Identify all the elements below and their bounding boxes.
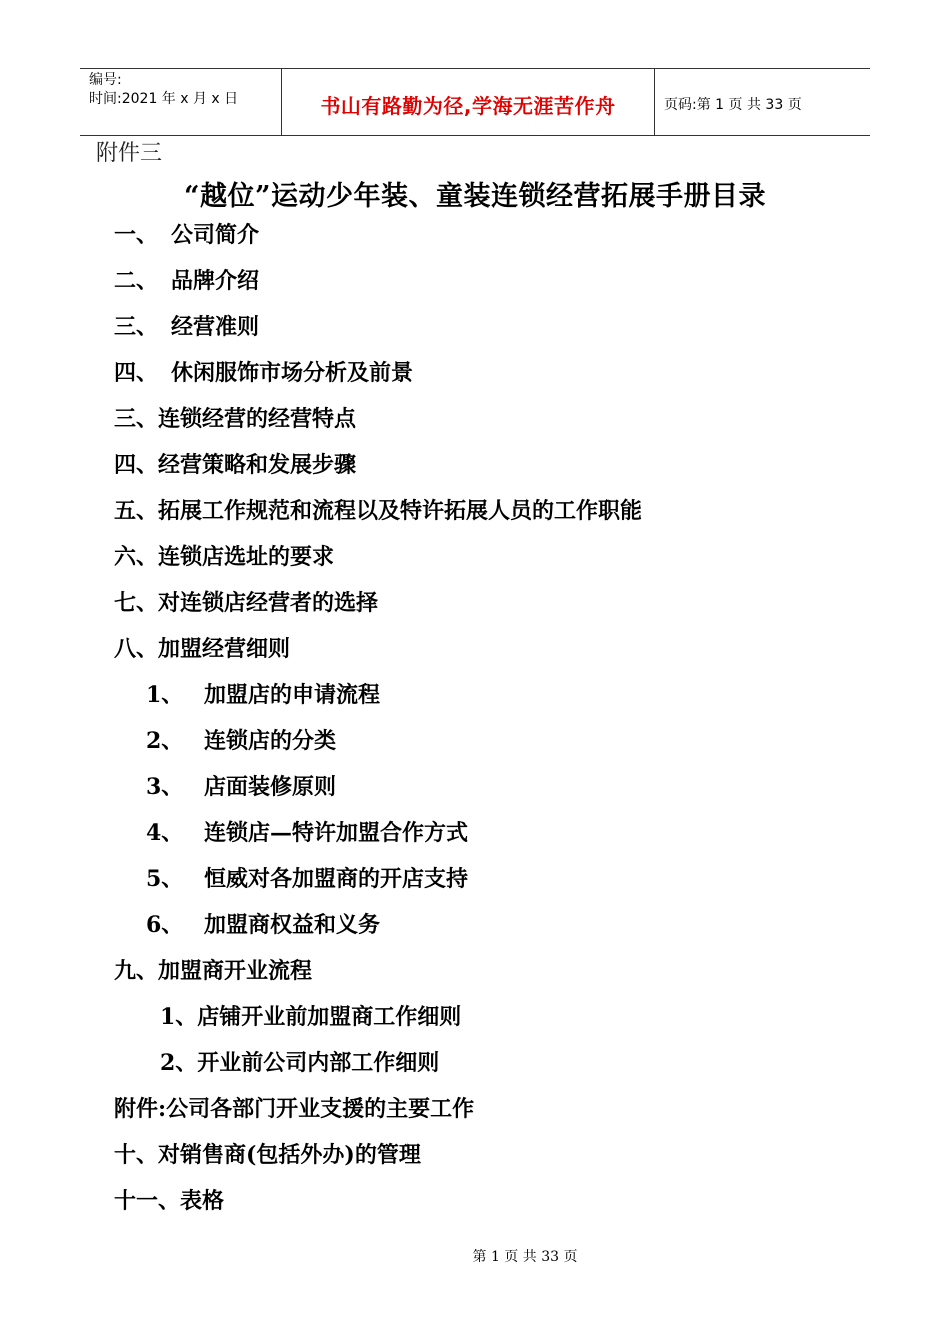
toc-item: 十、对销售商(包括外办)的管理: [114, 1142, 421, 1168]
toc-subitem: 3、 店面装修原则: [146, 774, 337, 800]
toc-subitem: 1、店铺开业前加盟商工作细则: [160, 1004, 462, 1030]
toc-item: 四、经营策略和发展步骤: [114, 452, 357, 478]
toc-subitem: 1、 加盟店的申请流程: [146, 682, 381, 708]
toc-item: 二、 品牌介绍: [114, 268, 260, 294]
header-motto-cell: [282, 69, 655, 135]
header-meta-cell: [80, 69, 282, 135]
header-table: [80, 68, 870, 136]
header-page-info: 页码:第 1 页 共 33 页: [664, 97, 802, 113]
toc-item: 十一、表格: [114, 1188, 225, 1214]
toc-item: 附件:公司各部门开业支援的主要工作: [114, 1096, 475, 1122]
toc-item: 九、加盟商开业流程: [114, 958, 313, 984]
header-number-label: 编号:: [89, 72, 122, 88]
toc-subitem: 2、开业前公司内部工作细则: [160, 1050, 440, 1076]
header-time-label: 时间:2021 年 x 月 x 日: [89, 91, 239, 107]
toc-item: 五、拓展工作规范和流程以及特许拓展人员的工作职能: [114, 498, 643, 524]
toc-item: 四、 休闲服饰市场分析及前景: [114, 360, 414, 386]
toc-subitem: 4、 连锁店—特许加盟合作方式: [146, 820, 469, 846]
toc-item: 七、对连锁店经营者的选择: [114, 590, 379, 616]
toc-item: 八、加盟经营细则: [114, 636, 291, 662]
toc-item: 一、 公司简介: [114, 222, 260, 248]
toc-item: 三、连锁经营的经营特点: [114, 406, 357, 432]
toc-subitem: 6、 加盟商权益和义务: [146, 912, 381, 938]
page-footer: 第 1 页 共 33 页: [472, 1249, 578, 1265]
toc-subitem: 5、 恒威对各加盟商的开店支持: [146, 866, 469, 892]
document-title: “越位”运动少年装、童装连锁经营拓展手册目录: [183, 181, 767, 212]
toc-item: 六、连锁店选址的要求: [114, 544, 335, 570]
header-motto: 书山有路勤为径,学海无涯苦作舟: [320, 93, 616, 118]
toc-item: 三、 经营准则: [114, 314, 260, 340]
toc-subitem: 2、 连锁店的分类: [146, 728, 337, 754]
header-page-cell: [655, 69, 870, 135]
annex-label: 附件三: [96, 141, 163, 166]
